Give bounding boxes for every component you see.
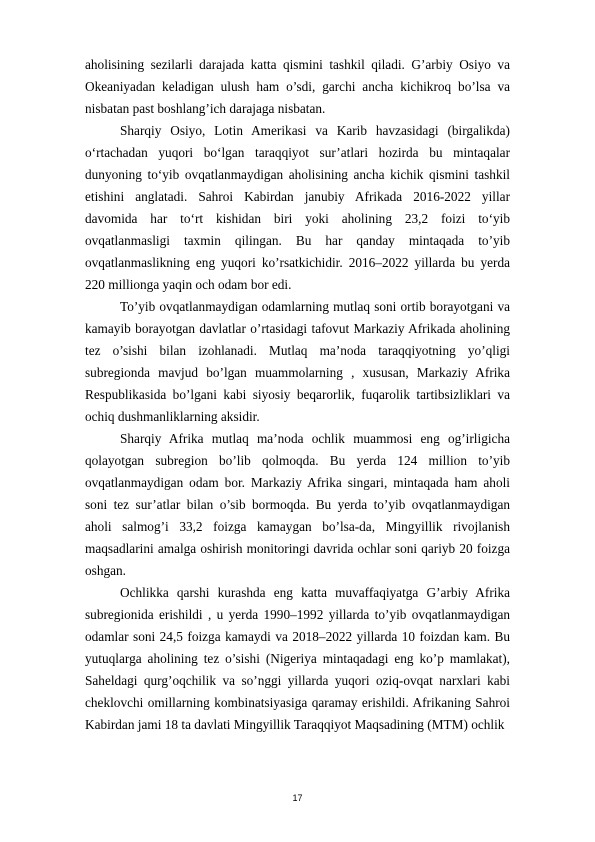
paragraph-1: aholisining sezilarli darajada katta qismini tashkil qiladi. G’arbiy Osiyo va Okeaniyadan keladigan ulush ham o’sdi, garchi ancha kichikroq bo’lsa va nisbatan past boshlang’ich darajaga nisbatan. <box>85 57 510 116</box>
paragraph-2: Sharqiy Osiyo, Lotin Amerikasi va Karib havzasidagi (birgalikda) o‘rtachadan yuqori bo‘lgan taraqqiyot sur’atlari hozirda bu mintaqalar dunyoning to‘yib ovqatlanmaydigan aholisining ancha kichik qismini tashkil etishini anglatadi. Sahroi Kabirdan janubiy Afrikada 2016-2022 yillar davomida har to‘rt kishidan biri yoki aholining 23,2 foizi to‘yib ovqatlanmasligi taxmin qilingan. Bu har qanday mintaqada to’yib ovqatlanmaslikning eng yuqori ko’rsatkichidir. 2016–2022 yillarda bu yerda 220 millionga yaqin och odam bor edi. <box>85 123 510 292</box>
page-body <box>85 54 510 736</box>
paragraph-5: Ochlikka qarshi kurashda eng katta muvaffaqiyatga G’arbiy Afrika subregionida erishildi , u yerda 1990–1992 yillarda to’yib ovqatlanmaydigan odamlar soni 24,5 foizga kamaydi va 2018–2022 yillarda 10 foizdan kam. Bu yutuqlarga aholining tez o’sishi (Nigeriya mintaqadagi eng ko’p mamlakat), Saheldagi qurg’oqchilik va so’nggi yillarda yuqori oziq-ovqat narxlari kabi cheklovchi omillarning kombinatsiyasiga qaramay erishildi. Afrikaning Sahroi Kabirdan jami 18 ta davlati Mingyillik Taraqqiyot Maqsadining (MTM) ochlik <box>85 585 510 732</box>
paragraph-3: To’yib ovqatlanmaydigan odamlarning mutlaq soni ortib borayotgani va kamayib borayotgan davlatlar o’rtasidagi tafovut Markaziy Afrikada aholining tez o’sishi bilan izohlanadi. Mutlaq ma’noda taraqqiyotning yo’qligi subregionda mavjud bo’lgan muammolarning , xususan, Markaziy Afrika Respublikasida bo’lgani kabi siyosiy beqarorlik, fuqarolik tartibsizliklari va ochiq dushmanliklarning aksidir. <box>85 299 510 424</box>
paragraph-4: Sharqiy Afrika mutlaq ma’noda ochlik muammosi eng og’irligicha qolayotgan subregion bo’lib qolmoqda. Bu yerda 124 million to’yib ovqatlanmaydigan odam bor. Markaziy Afrika singari, mintaqada ham aholi soni tez sur’atlar bilan o’sib bormoqda. Bu yerda to’yib ovqatlanmaydigan aholi salmog’i 33,2 foizga kamaygan bo’lsa-da, Mingyillik rivojlanish maqsadlarini amalga oshirish monitoringi davrida ochlar soni qariyb 20 foizga oshgan. <box>85 431 510 578</box>
page-number: 17 <box>292 793 303 803</box>
